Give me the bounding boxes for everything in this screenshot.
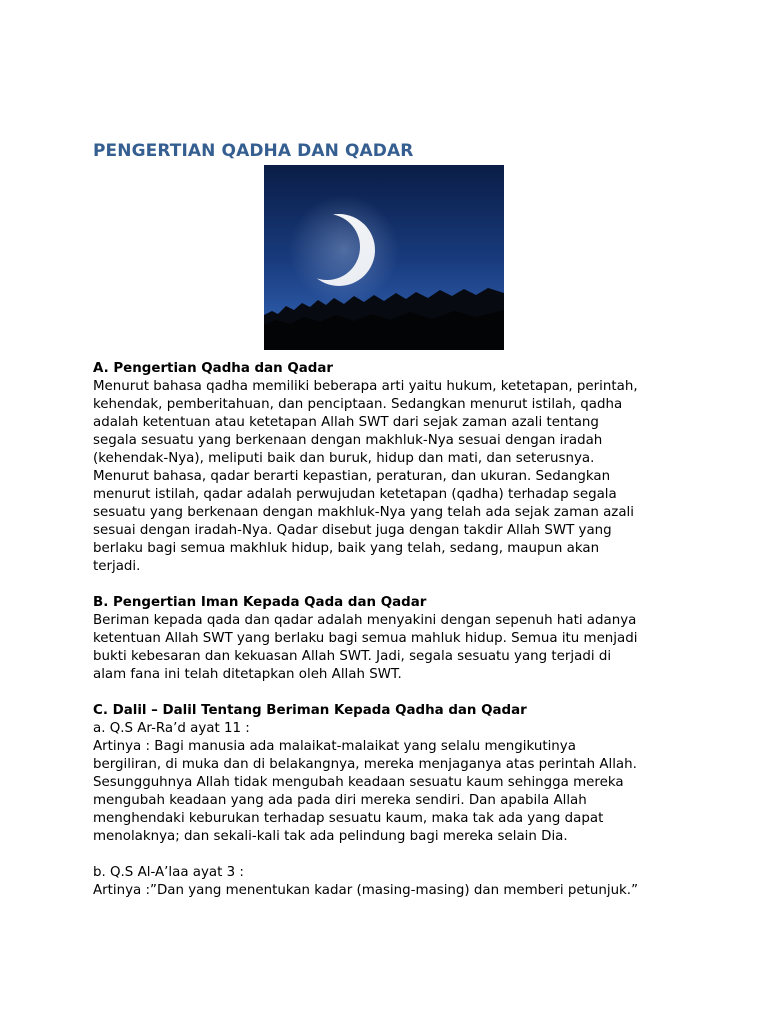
crescent-moon-image xyxy=(264,165,504,350)
section-heading: B. Pengertian Iman Kepada Qada dan Qadar xyxy=(93,595,427,610)
paragraph-line: Beriman kepada qada dan qadar adalah menyakini dengan sepenuh hati adanya xyxy=(93,613,637,628)
paragraph-line: bergiliran, di muka dan di belakangnya, mereka menjaganya atas perintah Allah. xyxy=(93,757,637,772)
blank-line xyxy=(93,846,693,864)
paragraph-line: Artinya : Bagi manusia ada malaikat-malaikat yang selalu mengikutinya xyxy=(93,739,576,754)
paragraph-line: Sesungguhnya Allah tidak mengubah keadaan sesuatu kaum sehingga mereka xyxy=(93,775,624,790)
paragraph-line: Artinya :”Dan yang menentukan kadar (masing-masing) dan memberi petunjuk.” xyxy=(93,883,639,898)
paragraph-line: adalah ketentuan atau ketetapan Allah SWT dari sejak zaman azali tentang xyxy=(93,415,599,430)
paragraph-line: Menurut bahasa, qadar berarti kepastian, peraturan, dan ukuran. Sedangkan xyxy=(93,469,611,484)
paragraph-line: Menurut bahasa qadha memiliki beberapa arti yaitu hukum, ketetapan, perintah, xyxy=(93,379,638,394)
section-heading: C. Dalil – Dalil Tentang Beriman Kepada Qadha dan Qadar xyxy=(93,703,527,718)
paragraph-line: alam fana ini telah ditetapkan oleh Allah SWT. xyxy=(93,667,402,682)
document-body xyxy=(93,360,693,918)
paragraph-line: terjadi. xyxy=(93,559,141,574)
paragraph-line: menolaknya; dan sekali-kali tak ada pelindung bagi mereka selain Dia. xyxy=(93,829,568,844)
paragraph-line: (kehendak-Nya), meliputi baik dan buruk, hidup dan mati, dan seterusnya. xyxy=(93,451,595,466)
crescent-moon-icon xyxy=(264,165,504,350)
section-a xyxy=(93,360,693,576)
section-b xyxy=(93,594,693,684)
paragraph-line: kehendak, pemberitahuan, dan penciptaan. Sedangkan menurut istilah, qadha xyxy=(93,397,623,412)
paragraph-line: sesuatu yang berkenaan dengan makhluk-Nya yang telah ada sejak zaman azali xyxy=(93,505,634,520)
verse-reference: b. Q.S Al-A’laa ayat 3 : xyxy=(93,865,244,880)
page-title: PENGERTIAN QADHA DAN QADAR xyxy=(93,141,414,161)
paragraph-line: berlaku bagi semua makhluk hidup, baik yang telah, sedang, maupun akan xyxy=(93,541,600,556)
paragraph-line: menghendaki keburukan terhadap sesuatu kaum, maka tak ada yang dapat xyxy=(93,811,604,826)
paragraph-line: segala sesuatu yang berkenaan dengan makhluk-Nya sesuai dengan iradah xyxy=(93,433,603,448)
paragraph-line: sesuai dengan iradah-Nya. Qadar disebut juga dengan takdir Allah SWT yang xyxy=(93,523,612,538)
section-c xyxy=(93,702,693,900)
section-heading: A. Pengertian Qadha dan Qadar xyxy=(93,361,333,376)
paragraph-line: ketentuan Allah SWT yang berlaku bagi semua mahluk hidup. Semua itu menjadi xyxy=(93,631,638,646)
paragraph-line: menurut istilah, qadar adalah perwujudan ketetapan (qadha) terhadap segala xyxy=(93,487,617,502)
verse-reference: a. Q.S Ar-Ra’d ayat 11 : xyxy=(93,721,250,736)
paragraph-line: bukti kebesaran dan kekuasan Allah SWT. Jadi, segala sesuatu yang terjadi di xyxy=(93,649,612,664)
paragraph-line: mengubah keadaan yang ada pada diri mereka sendiri. Dan apabila Allah xyxy=(93,793,587,808)
